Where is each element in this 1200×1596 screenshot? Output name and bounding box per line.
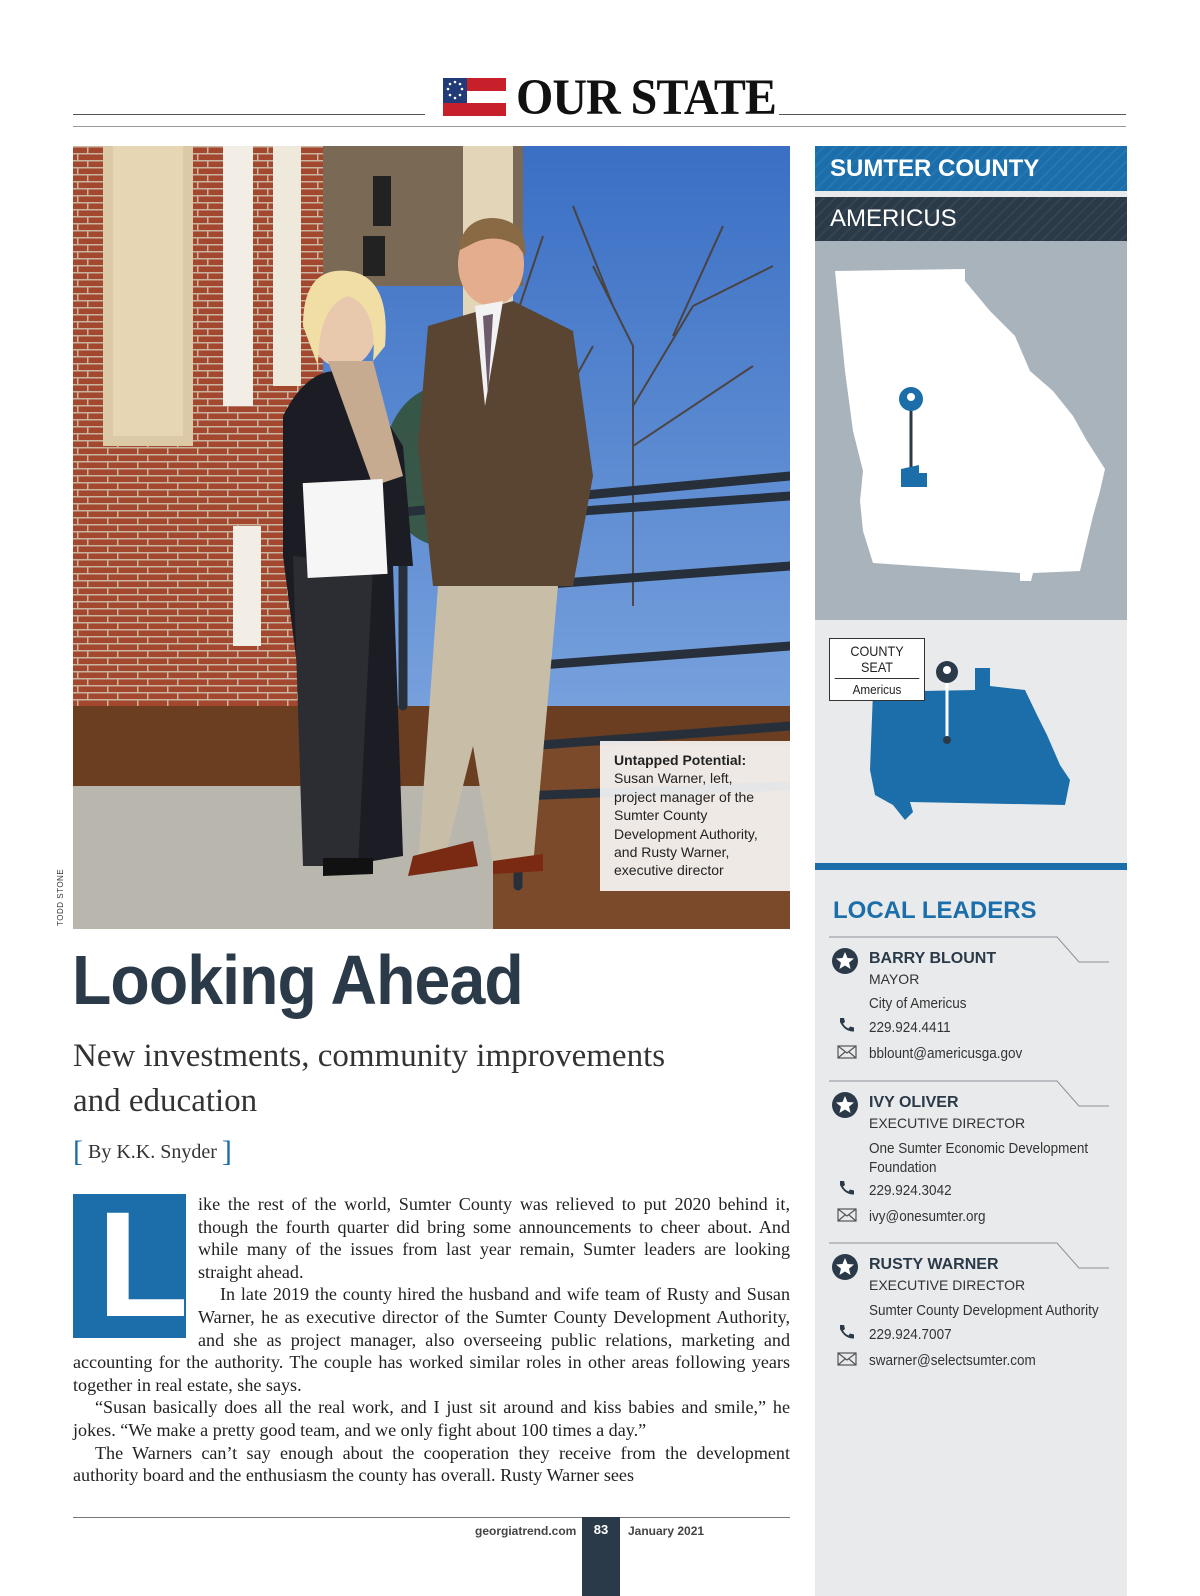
star-icon — [832, 948, 858, 974]
article-deck — [73, 1034, 773, 1124]
star-icon — [832, 1254, 858, 1280]
caption-lead: Untapped Potential: — [614, 752, 747, 768]
sidebar-blue-rule — [815, 863, 1127, 870]
section-title: OUR STATE — [516, 69, 776, 126]
star-icon — [832, 1092, 858, 1118]
photo-credit: TODD STONE — [56, 868, 65, 926]
mail-icon — [837, 1207, 857, 1223]
leader-phone[interactable]: 229.924.4411 — [869, 1019, 951, 1036]
paragraph-1: ike the rest of the world, Sumter County was relieved to put 2020 behind it, though the fourth quarter did bring some announcements to cheer about. And while many of the issues from last year remain, Sumter leaders are looking straight ahead. — [198, 1194, 790, 1282]
drop-cap-letter: L — [97, 1180, 189, 1348]
county-name-bar: SUMTER COUNTY — [815, 146, 1127, 191]
deck-line-2: and education — [73, 1083, 258, 1119]
header-rule-right — [779, 114, 1126, 115]
footer-date: January 2021 — [628, 1524, 705, 1538]
mail-icon — [837, 1351, 857, 1367]
leader-name: BARRY BLOUNT — [869, 950, 997, 967]
county-seat-label: COUNTY SEAT — [835, 639, 920, 679]
mail-icon — [837, 1044, 857, 1060]
phone-icon — [837, 1017, 857, 1033]
page-number: 83 — [593, 1522, 609, 1537]
paragraph-2: In late 2019 the county hired the husband and wife team of Rusty and Susan Warner, he as executive director of the Sumter County Development Authority, and she as project manager, also overseeing public relations, marketing and accounting for the authority. The couple has worked similar roles in other areas following years together in real estate, she says. — [73, 1284, 790, 1395]
article-headline: Looking Ahead — [72, 941, 523, 1019]
drop-cap — [73, 1180, 189, 1348]
county-seat-value: Americus — [852, 682, 902, 697]
leader-name: IVY OLIVER — [869, 1094, 959, 1111]
byline-text: By K.K. Snyder — [88, 1141, 217, 1163]
article-body — [73, 1180, 790, 1487]
photo-caption — [600, 741, 790, 891]
footer-rule — [73, 1517, 790, 1518]
leader-title: EXECUTIVE DIRECTOR — [869, 1277, 1026, 1293]
bracket-right-icon: ] — [221, 1135, 232, 1168]
header-rule-left — [73, 114, 425, 115]
georgia-outline — [835, 269, 1105, 581]
leader-title: EXECUTIVE DIRECTOR — [869, 1115, 1026, 1131]
city-name-bar: AMERICUS — [815, 197, 1127, 241]
phone-icon — [837, 1324, 857, 1340]
caption-text: Susan Warner, left, project manager of the Sumter County Development Authority, and Rusty Warner, executive director — [614, 770, 758, 879]
leader-title: MAYOR — [869, 971, 920, 987]
leader-phone[interactable]: 229.924.7007 — [869, 1326, 952, 1343]
leader-name: RUSTY WARNER — [869, 1256, 999, 1273]
byline — [73, 1135, 232, 1169]
paragraph-4: The Warners can’t say enough about the cooperation they receive from the development authority board and the enthusiasm the county has overall. Rusty Warner sees — [73, 1442, 790, 1486]
leader-email[interactable]: bblount@americusga.gov — [869, 1045, 1023, 1062]
phone-icon — [837, 1180, 857, 1196]
leader-email[interactable]: swarner@selectsumter.com — [869, 1352, 1036, 1369]
county-seat-box — [829, 638, 925, 701]
deck-line-1: New investments, community improvements — [73, 1038, 666, 1074]
leader-email[interactable]: ivy@onesumter.org — [869, 1208, 986, 1225]
leader-phone[interactable]: 229.924.3042 — [869, 1182, 952, 1199]
state-map — [815, 241, 1127, 620]
paragraph-3: “Susan basically does all the real work, and I just sit around and kiss babies and smile,” he jokes. “We make a pretty good team, and we only fight about 100 times a day.” — [73, 1397, 790, 1440]
local-leaders-title: LOCAL LEADERS — [833, 897, 1037, 924]
leader-org: Sumter County Development Authority — [869, 1302, 1099, 1319]
leader-org: One Sumter Economic Development Foundation — [869, 1140, 1089, 1176]
flag-icon — [443, 78, 506, 116]
leader-org: City of Americus — [869, 995, 967, 1012]
footer-site[interactable]: georgiatrend.com — [475, 1524, 577, 1538]
bracket-left-icon: [ — [73, 1135, 83, 1168]
